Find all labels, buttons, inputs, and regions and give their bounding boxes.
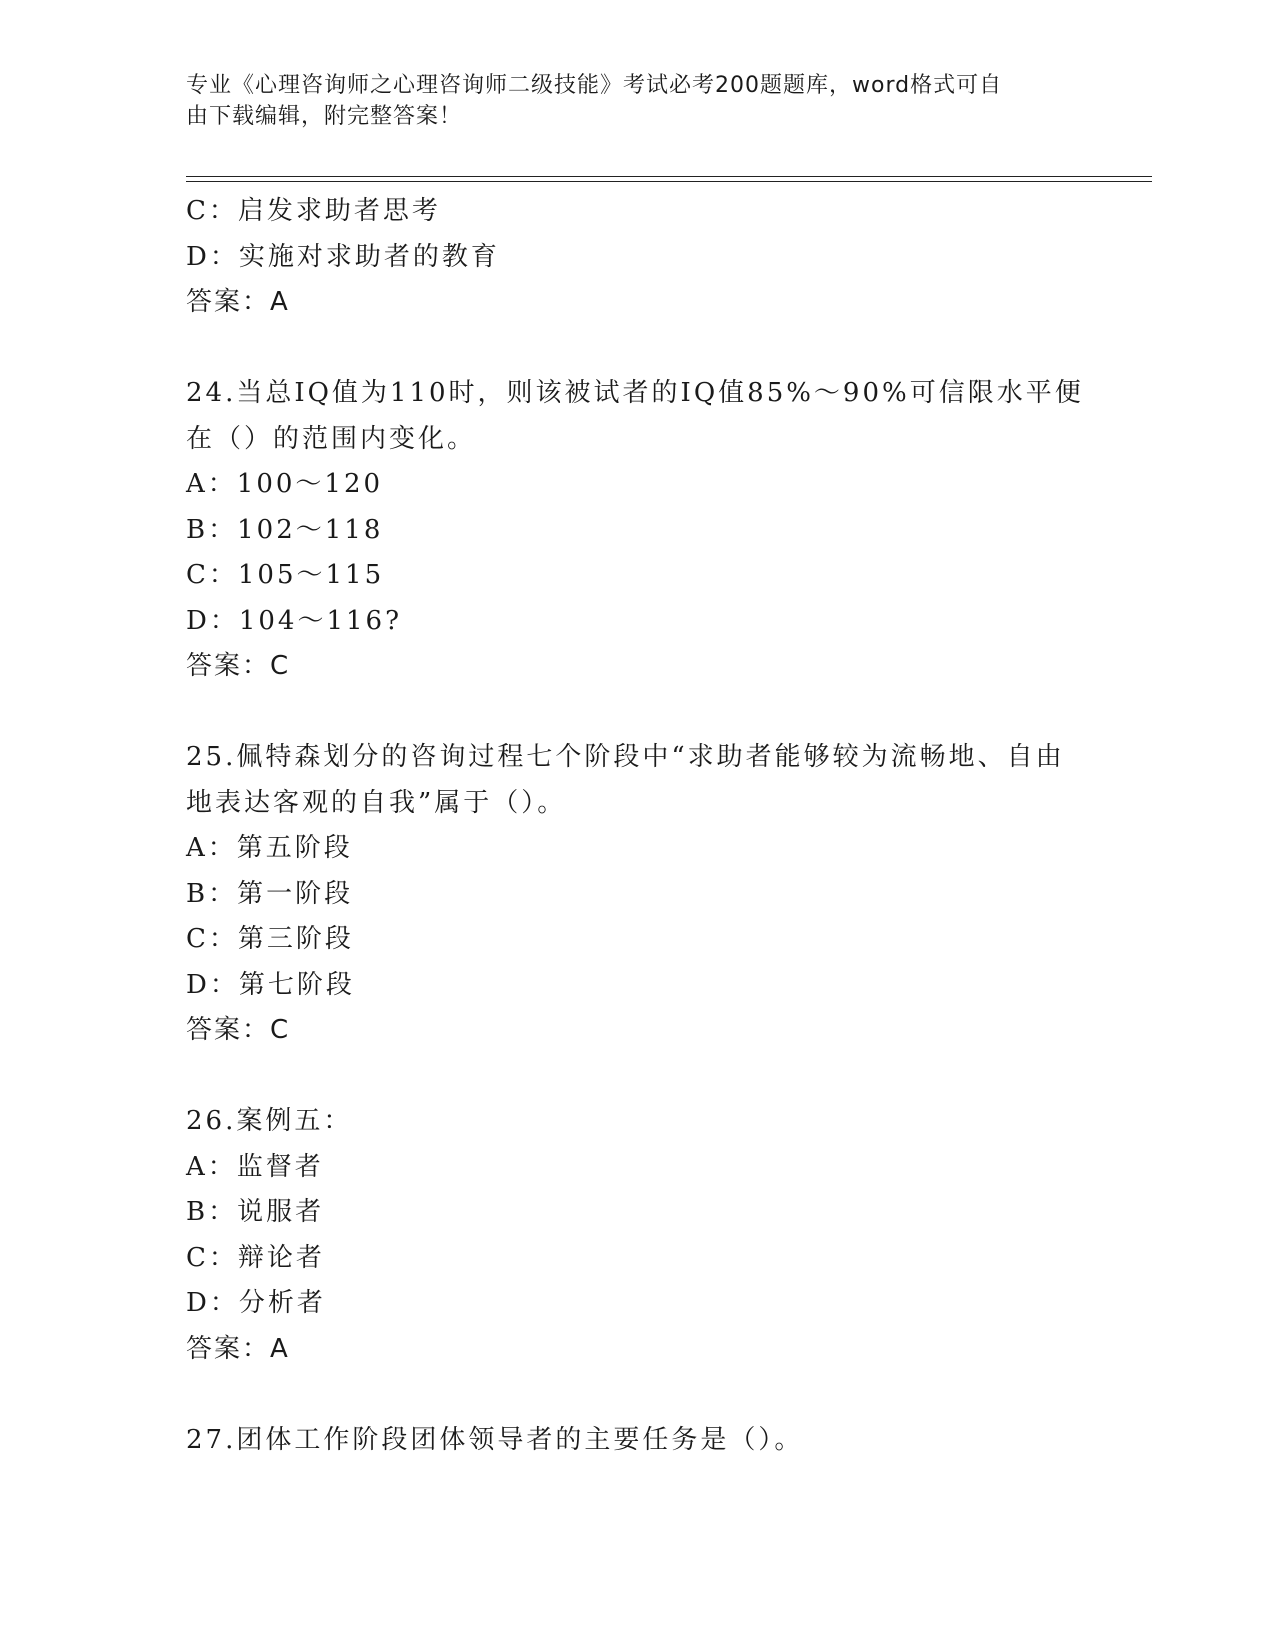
spacer [186,1054,1086,1100]
option-c: C：第三阶段 [186,924,354,954]
header-divider-top [186,176,1152,177]
answer: 答案：A [186,287,290,317]
question-26 [186,1099,1086,1372]
option-c: C：105～115 [186,560,385,590]
answer: 答案：A [186,1333,290,1364]
question-24 [186,371,1086,690]
option-d: D：第七阶段 [186,969,355,1000]
header-divider-bottom [186,181,1152,182]
question-text-line-1: 27.团体工作阶段团体领导者的主要任务是（）。 [186,1424,804,1455]
option-d: D：分析者 [186,1288,326,1318]
spacer [186,690,1086,736]
question-text-line-1: 25.佩特森划分的咨询过程七个阶段中“求助者能够较为流畅地、自由 [186,742,1065,772]
spacer [186,326,1086,372]
spacer [186,1372,1086,1418]
option-a: A：第五阶段 [186,833,353,863]
option-c: C：启发求助者思考 [186,196,441,226]
header-line-2: 由下载编辑，附完整答案！ [186,104,463,129]
question-text-line-1: 26.案例五： [186,1106,353,1136]
question-text-line-1: 24.当总IQ值为110时，则该被试者的IQ值85%～90%可信限水平便 [186,378,1084,408]
option-b: B：说服者 [186,1197,325,1227]
option-d: D：实施对求助者的教育 [186,241,500,272]
document-header [186,70,1086,132]
question-text-line-2: 地表达客观的自我”属于（）。 [186,787,567,818]
question-25 [186,735,1086,1054]
option-a: A：100～120 [186,469,384,499]
header-line-1: 专业《心理咨询师之心理咨询师二级技能》考试必考200题题库，word格式可自 [186,73,1003,98]
option-d: D：104～116? [186,605,403,636]
answer: 答案：C [186,651,291,681]
option-c: C：辩论者 [186,1242,325,1273]
option-a: A：监督者 [186,1151,324,1182]
option-b: B：第一阶段 [186,878,354,909]
question-text-line-2: 在（）的范围内变化。 [186,423,477,454]
question-27 [186,1418,1086,1464]
option-b: B：102～118 [186,514,384,545]
question-list [186,189,1086,1463]
answer: 答案：C [186,1015,291,1045]
question-23 [186,189,1086,326]
